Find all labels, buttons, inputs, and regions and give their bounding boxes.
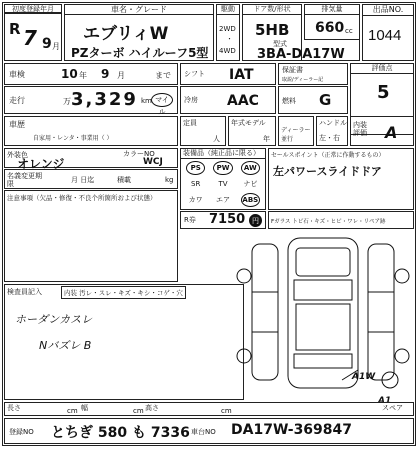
grade-value: PZターボ ハイルーフ5型 — [71, 46, 209, 60]
reg-year-value: 7 — [23, 26, 37, 50]
fuel-box — [278, 86, 348, 114]
car-body-outline — [288, 238, 358, 388]
recycle-label: R券 — [184, 216, 196, 224]
score-label: 評価点 — [351, 64, 413, 74]
spare-label: スペア — [382, 404, 403, 412]
wheel-fl-icon — [237, 269, 251, 283]
shift-label: シフト — [184, 70, 205, 78]
color-value: オレンジ — [17, 157, 65, 171]
sales-point-box — [268, 148, 414, 210]
warranty-label: 保証書 — [282, 66, 303, 74]
handle-box — [316, 116, 348, 146]
height-unit: cm — [221, 407, 232, 415]
equipment-item: エア — [215, 196, 230, 204]
warranty-box — [278, 63, 348, 85]
reg-month-value: 9 — [42, 36, 52, 52]
width-label: 幅 — [81, 404, 88, 412]
registration-row — [4, 418, 414, 444]
width-unit: cm — [133, 407, 144, 415]
inspection-expiry: まで — [155, 71, 171, 80]
sales-point-value: 左パワースライドドア — [273, 165, 382, 178]
mileage-value: 3,329 — [71, 89, 138, 110]
capacity-unit: 人 — [213, 135, 220, 143]
damage-mark-a1w: A1W — [352, 372, 376, 382]
color-row — [4, 148, 178, 171]
inspector-note-1: ホーダンカスレ — [15, 313, 93, 326]
plate-number: とちぎ 580 も 7336 — [51, 425, 190, 441]
left-side-outline — [252, 244, 278, 380]
capacity-label: 定員 — [183, 119, 197, 127]
sales-point-label: セールスポイント（正常に作動するもの） — [271, 152, 385, 159]
equipment-item: TV — [218, 180, 228, 188]
mileage-row — [4, 86, 178, 114]
hood-outline — [296, 248, 350, 276]
name-change-label: 名義変更期限 — [7, 172, 42, 188]
inspection-month: 9 — [101, 67, 110, 81]
equipment-item: SR — [191, 180, 201, 188]
handle-label: ハンドル — [319, 119, 347, 127]
color-no-label: カラーNO — [123, 150, 155, 158]
mile-mark: マイル — [151, 93, 173, 107]
glass-legend-box — [268, 211, 414, 229]
interior-score-value: A — [385, 123, 398, 142]
handle-value: 左・右 — [319, 134, 340, 142]
car-name-value: エブリィW — [83, 24, 169, 44]
inspector-box — [4, 284, 244, 400]
dealer-box — [278, 116, 314, 146]
equipment-item: AW — [241, 161, 260, 175]
rear-window-outline — [294, 354, 352, 368]
inspector-note-2: Nバズレ B — [39, 339, 92, 352]
inspection-year-unit: 年 — [79, 71, 87, 80]
height-label: 高さ — [145, 404, 159, 412]
length-unit: cm — [67, 407, 78, 415]
model-box — [242, 40, 360, 61]
windshield-outline — [294, 280, 352, 300]
length-label: 長さ — [7, 404, 21, 412]
shift-value: IAT — [229, 67, 254, 83]
recycle-value: 7150 — [209, 212, 246, 227]
fuel-label: 燃料 — [282, 97, 296, 105]
listing-number: 1044 — [368, 27, 402, 44]
interior-score-box — [350, 116, 414, 146]
history-label: 車歴 — [9, 120, 25, 129]
vin-label: 車台NO — [191, 428, 216, 436]
wheel-rr-icon — [395, 349, 409, 363]
registration-label: 登録NO — [9, 428, 34, 436]
shift-box — [180, 63, 276, 85]
model-value: 3BA-DA17W — [257, 47, 345, 62]
equipment-label: 装備品（純正品に限る） — [181, 149, 265, 159]
equipment-item: カワ — [188, 196, 203, 204]
inspection-month-unit: 月 — [117, 71, 125, 80]
door-shape-label: ドア数/形状 — [243, 5, 301, 15]
inspection-label: 車検 — [9, 70, 25, 79]
interior-score-label: 内装評価 — [353, 121, 367, 137]
era-value: R — [9, 20, 21, 38]
name-change-day: 月 日迄 — [71, 176, 95, 184]
accumulate-label: 積載 — [117, 176, 131, 184]
drive-2wd: 2WD — [219, 25, 236, 33]
dimensions-row — [4, 402, 414, 416]
roof-outline — [296, 304, 350, 350]
first-reg-box — [4, 13, 62, 61]
glass-legend: Fガラス トビ石・キズ・ヒビ・ワレ・リペア跡 — [271, 219, 386, 225]
dealer-label: ディーラー並行 — [281, 127, 311, 143]
mileage-man-unit: 万 — [63, 97, 71, 106]
inspector-label: 検査員記入 — [7, 288, 42, 296]
history-options: 自家用・レンタ・事業用（ ） — [33, 135, 113, 142]
equipment-item: ABS — [241, 193, 260, 207]
inspector-legend: 内装 汚レ・スレ・キズ・キシ・コゲ・穴 — [61, 286, 186, 299]
year-model-box — [228, 116, 276, 146]
notes-box — [4, 190, 178, 282]
accumulate-unit: kg — [165, 176, 174, 184]
drive-4wd: 4WD — [219, 47, 236, 55]
color-label: 外装色 — [7, 151, 28, 159]
wheel-fr-icon — [395, 269, 409, 283]
car-name-label: 車名・グレード — [65, 5, 213, 15]
right-side-outline — [368, 244, 394, 380]
door-shape-value: 5HB — [255, 21, 290, 39]
car-diagram — [232, 232, 414, 400]
displacement-value: 660 — [315, 20, 345, 36]
fuel-value: G — [319, 91, 332, 109]
recycle-box — [180, 211, 266, 229]
mileage-unit: km — [141, 97, 152, 105]
year-model-label: 年式モデル — [231, 119, 266, 127]
reg-month-unit: 月 — [52, 42, 60, 51]
notes-label: 注意事項（欠品・修復・不良个所箇所および状態） — [7, 194, 157, 202]
listing-box — [362, 4, 414, 61]
displacement-unit: cc — [345, 27, 353, 35]
inspection-row — [4, 63, 178, 85]
damage-mark-a1: A1 — [378, 396, 392, 406]
equipment-item: PW — [213, 161, 232, 175]
car-name-box — [64, 4, 214, 61]
displacement-box — [304, 4, 360, 40]
wheel-rl-icon — [237, 349, 251, 363]
mileage-label: 走行 — [9, 96, 25, 105]
equipment-item: PS — [186, 161, 205, 175]
capacity-box — [180, 116, 226, 146]
drive-box: 駆動 2WD ・ 4WD — [216, 4, 240, 61]
vin-value: DA17W-369847 — [231, 422, 353, 438]
listing-label: 出品NO. — [363, 5, 413, 16]
aircon-value: AAC — [227, 93, 259, 109]
drive-label: 駆動 — [217, 5, 239, 15]
displacement-label: 排気量 — [305, 5, 359, 15]
inspection-year: 10 — [61, 67, 78, 81]
color-no-value: WCJ — [143, 157, 163, 167]
model-label: 型式 — [273, 40, 287, 48]
name-change-row — [4, 169, 178, 189]
recycle-unit: 円 — [249, 214, 262, 227]
warranty-sub: 取説/ディーラー記 — [282, 77, 324, 83]
year-model-unit: 年 — [263, 135, 270, 143]
first-reg-label: 初度登録年月 — [4, 4, 62, 13]
history-row — [4, 116, 178, 146]
aircon-label: 冷房 — [184, 96, 198, 104]
equipment-box — [180, 148, 266, 210]
score-value: 5 — [377, 82, 390, 103]
aircon-box — [180, 86, 276, 114]
equipment-item: ナビ — [243, 180, 258, 188]
